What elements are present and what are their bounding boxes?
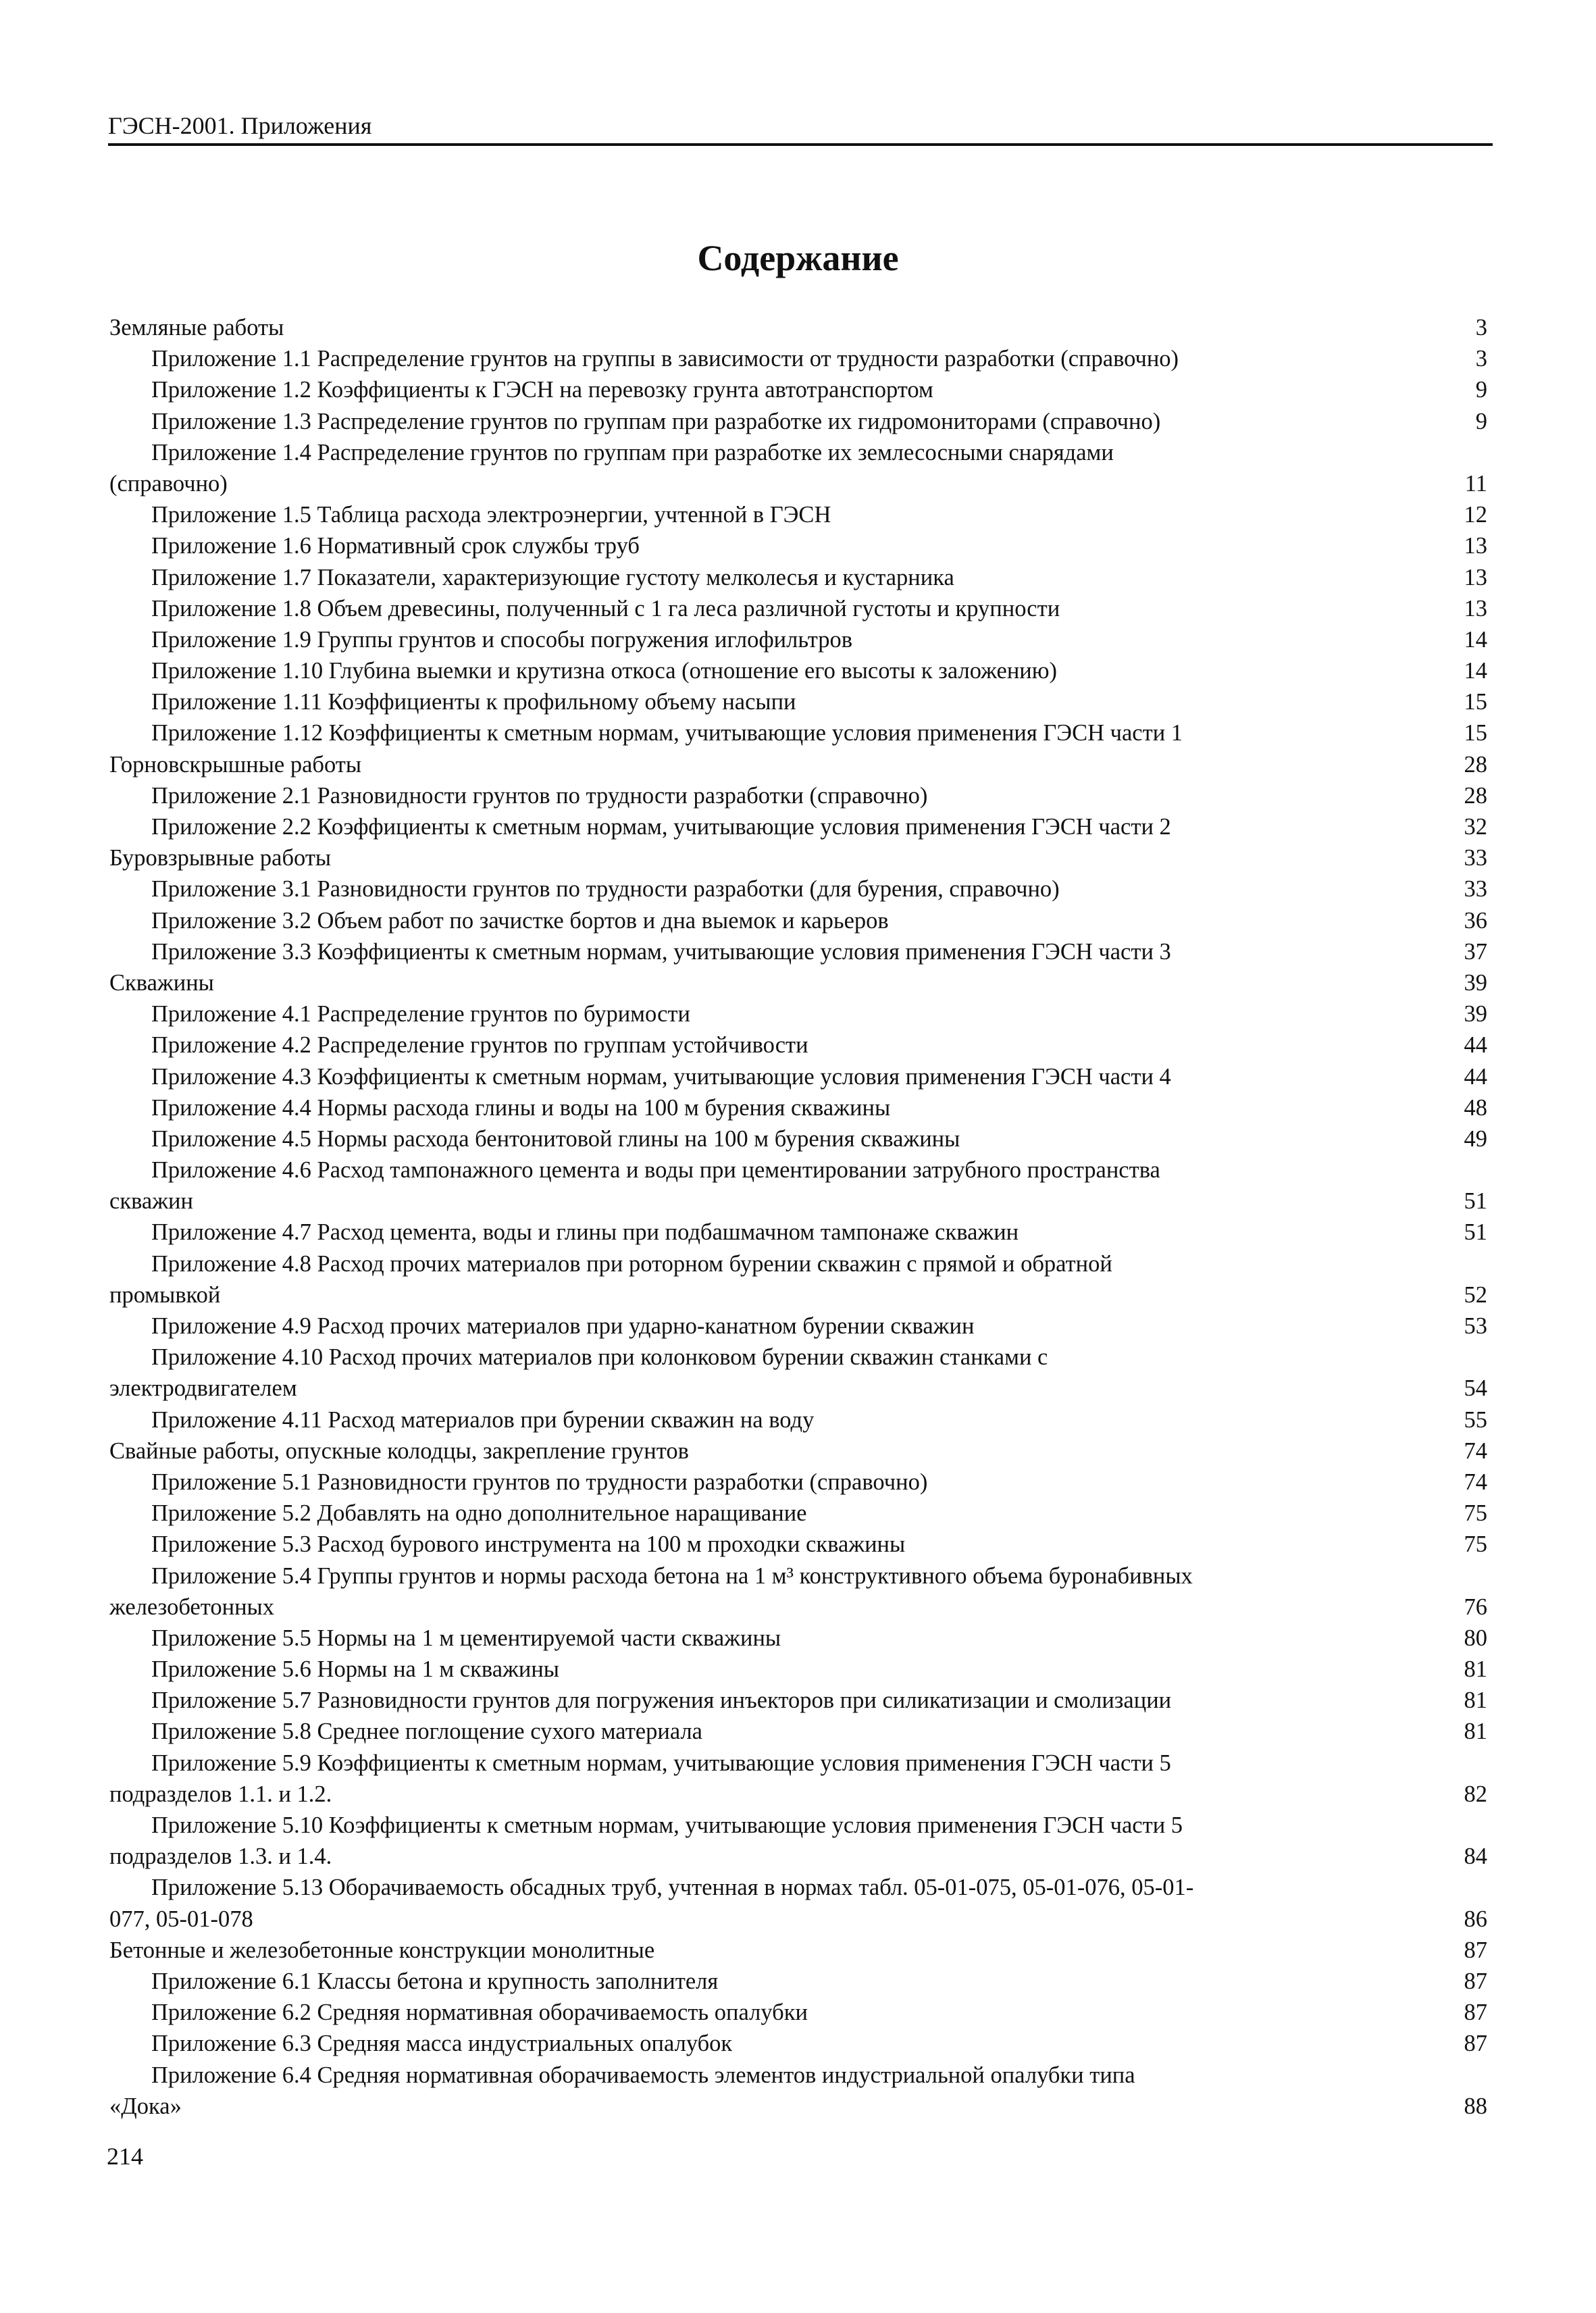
toc-page-number: 12 xyxy=(1464,502,1487,528)
toc-entry[interactable] xyxy=(109,873,1487,905)
toc-entry-title xyxy=(109,2060,1487,2091)
toc-entry[interactable] xyxy=(109,1404,1487,1435)
toc-entry[interactable] xyxy=(109,1311,1487,1342)
toc-entry-text: Приложение 4.3 Коэффициенты к сметным нормам, учитывающие условия применения ГЭСН части 4 xyxy=(151,1063,1171,1090)
toc-page-number: 14 xyxy=(1464,626,1487,653)
toc-entry[interactable] xyxy=(109,1654,1487,1685)
toc-entry-text: Приложение 6.1 Классы бетона и крупность заполнителя xyxy=(151,1968,719,1994)
toc-section[interactable] xyxy=(109,1435,1487,1467)
toc-page-number: 55 xyxy=(1464,1406,1487,1433)
toc-entry[interactable] xyxy=(109,2028,1487,2059)
toc-entry[interactable] xyxy=(109,905,1487,936)
toc-entry-title xyxy=(109,1872,1487,1903)
toc-entry[interactable] xyxy=(109,1716,1487,1747)
toc-entry-text: Приложение 1.7 Показатели, характеризующие густоту мелколесья и кустарника xyxy=(151,564,954,590)
table-of-contents xyxy=(109,312,1487,2122)
toc-entry-text: Приложение 5.5 Нормы на 1 м цементируемой части скважины xyxy=(151,1625,781,1651)
toc-entry-continuation: подразделов 1.3. и 1.4. xyxy=(109,1844,332,1870)
toc-entry[interactable] xyxy=(109,406,1487,437)
toc-page-number: 75 xyxy=(1464,1531,1487,1558)
toc-section[interactable] xyxy=(109,1935,1487,1966)
toc-entry-continuation: скважин xyxy=(109,1188,193,1215)
toc-entry[interactable] xyxy=(109,1467,1487,1498)
toc-page-number: 39 xyxy=(1464,969,1487,996)
toc-entry-continuation: (справочно) xyxy=(109,470,228,497)
running-header: ГЭСН-2001. Приложения xyxy=(108,112,372,139)
toc-entry-text: Приложение 6.4 Средняя нормативная оборачиваемость элементов индустриальной опалубки типа xyxy=(151,2062,1135,2088)
toc-entry-text: Приложение 5.6 Нормы на 1 м скважины xyxy=(151,1656,559,1683)
toc-entry[interactable] xyxy=(109,1217,1487,1248)
toc-page-number: 87 xyxy=(1464,2031,1487,2057)
toc-entry-text: Приложение 4.10 Расход прочих материалов при колонковом бурении скважин станками с xyxy=(151,1344,1048,1371)
toc-page-number: 15 xyxy=(1464,720,1487,746)
toc-page-number: 75 xyxy=(1464,1500,1487,1527)
toc-page-number: 32 xyxy=(1464,814,1487,840)
toc-entry-text: Буровзрывные работы xyxy=(109,845,332,871)
toc-page-number: 87 xyxy=(1464,2000,1487,2026)
toc-entry-text: Скважины xyxy=(109,969,214,996)
toc-page-number: 52 xyxy=(1464,1281,1487,1308)
toc-page-number: 76 xyxy=(1464,1594,1487,1620)
toc-entry-text: Горновскрышные работы xyxy=(109,751,362,778)
toc-page-number: 82 xyxy=(1464,1781,1487,1807)
toc-entry-text: Приложение 4.5 Нормы расхода бентонитовой глины на 100 м бурения скважины xyxy=(151,1125,960,1152)
toc-entry-title xyxy=(109,1154,1487,1186)
toc-entry[interactable] xyxy=(109,1592,1487,1623)
toc-page-number: 44 xyxy=(1464,1063,1487,1090)
toc-page-number: 81 xyxy=(1464,1719,1487,1745)
toc-entry-text: Приложение 4.11 Расход материалов при бурении скважин на воду xyxy=(151,1406,815,1433)
toc-entry[interactable] xyxy=(109,593,1487,624)
toc-page-number: 9 xyxy=(1475,408,1487,434)
toc-entry[interactable] xyxy=(109,1123,1487,1154)
toc-entry-text: Бетонные и железобетонные конструкции монолитные xyxy=(109,1937,655,1963)
toc-entry[interactable] xyxy=(109,499,1487,530)
toc-entry-continuation: 077, 05-01-078 xyxy=(109,1906,253,1932)
toc-page-number: 11 xyxy=(1464,470,1487,497)
toc-page-number: 86 xyxy=(1464,1906,1487,1932)
toc-entry-text: Приложение 1.2 Коэффициенты к ГЭСН на перевозку грунта автотранспортом xyxy=(151,377,933,403)
toc-entry-continuation: подразделов 1.1. и 1.2. xyxy=(109,1781,332,1807)
toc-page-number: 28 xyxy=(1464,782,1487,809)
page-title: Содержание xyxy=(697,238,899,278)
toc-page-number: 54 xyxy=(1464,1375,1487,1402)
toc-entry[interactable] xyxy=(109,1779,1487,1810)
toc-entry[interactable] xyxy=(109,468,1487,499)
toc-section[interactable] xyxy=(109,749,1487,780)
toc-entry-continuation: железобетонных xyxy=(109,1594,274,1620)
toc-page-number: 15 xyxy=(1464,689,1487,715)
toc-entry-text: Приложение 1.5 Таблица расхода электроэнергии, учтенной в ГЭСН xyxy=(151,502,831,528)
toc-entry-text: Приложение 2.2 Коэффициенты к сметным нормам, учитывающие условия применения ГЭСН части 2 xyxy=(151,814,1171,840)
toc-page-number: 51 xyxy=(1464,1188,1487,1215)
toc-entry-text: Приложение 5.9 Коэффициенты к сметным нормам, учитывающие условия применения ГЭСН части 5 xyxy=(151,1750,1171,1776)
toc-entry[interactable] xyxy=(109,1966,1487,1997)
toc-entry-title xyxy=(109,1748,1487,1779)
toc-entry-text: Приложение 5.4 Группы грунтов и нормы расхода бетона на 1 м³ конструктивного объема буронабивных xyxy=(151,1562,1193,1589)
toc-entry-text: Приложение 4.8 Расход прочих материалов при роторном бурении скважин с прямой и обратной xyxy=(151,1250,1112,1277)
toc-page-number: 53 xyxy=(1464,1313,1487,1339)
toc-page-number: 13 xyxy=(1464,533,1487,559)
toc-entry-text: Приложение 1.1 Распределение грунтов на группы в зависимости от трудности разработки (справочно) xyxy=(151,346,1179,372)
toc-page-number: 74 xyxy=(1464,1438,1487,1464)
toc-page-number: 13 xyxy=(1464,595,1487,621)
toc-entry-title xyxy=(109,1810,1487,1841)
toc-entry-text: Приложение 4.1 Распределение грунтов по буримости xyxy=(151,1001,690,1027)
toc-page-number: 49 xyxy=(1464,1125,1487,1152)
toc-page-number: 3 xyxy=(1475,315,1487,340)
toc-entry-text: Земляные работы xyxy=(109,315,284,340)
toc-page-number: 51 xyxy=(1464,1219,1487,1246)
toc-entry-text: Приложение 5.10 Коэффициенты к сметным нормам, учитывающие условия применения ГЭСН части 5 xyxy=(151,1812,1183,1838)
toc-entry[interactable] xyxy=(109,374,1487,405)
toc-entry-continuation: электродвигателем xyxy=(109,1375,297,1402)
toc-entry[interactable] xyxy=(109,2091,1487,2122)
toc-entry-text: Приложение 5.8 Среднее поглощение сухого материала xyxy=(151,1719,702,1745)
toc-entry-title xyxy=(109,1342,1487,1373)
toc-entry[interactable] xyxy=(109,998,1487,1030)
toc-entry-text: Приложение 6.2 Средняя нормативная оборачиваемость опалубки xyxy=(151,2000,808,2026)
toc-entry-text: Приложение 3.2 Объем работ по зачистке бортов и дна выемок и карьеров xyxy=(151,907,889,934)
toc-page-number: 28 xyxy=(1464,751,1487,778)
toc-entry-title xyxy=(109,1248,1487,1279)
toc-page-number: 44 xyxy=(1464,1032,1487,1059)
toc-entry-text: Свайные работы, опускные колодцы, закрепление грунтов xyxy=(109,1438,689,1464)
toc-entry[interactable] xyxy=(109,530,1487,561)
toc-entry[interactable] xyxy=(109,936,1487,967)
toc-entry-text: Приложение 1.12 Коэффициенты к сметным нормам, учитывающие условия применения ГЭСН части 1 xyxy=(151,720,1183,746)
toc-page-number: 81 xyxy=(1464,1656,1487,1683)
toc-entry-continuation: «Дока» xyxy=(109,2093,182,2119)
toc-entry-text: Приложение 3.3 Коэффициенты к сметным нормам, учитывающие условия применения ГЭСН части 3 xyxy=(151,938,1171,965)
toc-entry[interactable] xyxy=(109,717,1487,748)
page-number: 214 xyxy=(107,2143,143,2170)
toc-page-number: 84 xyxy=(1464,1844,1487,1870)
toc-page-number: 36 xyxy=(1464,907,1487,934)
toc-page-number: 33 xyxy=(1464,876,1487,903)
toc-entry[interactable] xyxy=(109,343,1487,374)
toc-entry-text: Приложение 5.7 Разновидности грунтов для погружения инъекторов при силикатизации и смолизации xyxy=(151,1687,1172,1714)
toc-page-number: 81 xyxy=(1464,1687,1487,1714)
toc-page-number: 80 xyxy=(1464,1625,1487,1651)
toc-entry[interactable] xyxy=(109,1061,1487,1092)
toc-entry[interactable] xyxy=(109,1373,1487,1404)
toc-entry[interactable] xyxy=(109,1186,1487,1217)
toc-entry[interactable] xyxy=(109,1904,1487,1935)
toc-entry[interactable] xyxy=(109,1279,1487,1311)
toc-entry[interactable] xyxy=(109,624,1487,655)
toc-entry[interactable] xyxy=(109,562,1487,593)
toc-entry-text: Приложение 4.2 Распределение грунтов по группам устойчивости xyxy=(151,1032,808,1059)
toc-entry-continuation: промывкой xyxy=(109,1281,221,1308)
toc-entry[interactable] xyxy=(109,1030,1487,1061)
toc-page-number: 14 xyxy=(1464,658,1487,684)
toc-entry-text: Приложение 5.1 Разновидности грунтов по трудности разработки (справочно) xyxy=(151,1469,928,1495)
toc-entry[interactable] xyxy=(109,1092,1487,1123)
toc-entry-text: Приложение 1.8 Объем древесины, полученный с 1 га леса различной густоты и крупности xyxy=(151,595,1060,621)
toc-entry-text: Приложение 5.2 Добавлять на одно дополнительное наращивание xyxy=(151,1500,807,1527)
toc-entry-text: Приложение 1.9 Группы грунтов и способы погружения иглофильтров xyxy=(151,626,853,653)
toc-entry-text: Приложение 2.1 Разновидности грунтов по трудности разработки (справочно) xyxy=(151,782,928,809)
toc-entry-text: Приложение 1.11 Коэффициенты к профильному объему насыпи xyxy=(151,689,796,715)
toc-page-number: 9 xyxy=(1475,377,1487,403)
toc-entry[interactable] xyxy=(109,780,1487,811)
toc-entry-text: Приложение 4.9 Расход прочих материалов при ударно-канатном бурении скважин xyxy=(151,1313,975,1339)
toc-entry[interactable] xyxy=(109,686,1487,717)
toc-section[interactable] xyxy=(109,312,1487,343)
toc-entry[interactable] xyxy=(109,655,1487,686)
toc-entry-title xyxy=(109,1560,1487,1592)
toc-entry[interactable] xyxy=(109,1623,1487,1654)
toc-entry[interactable] xyxy=(109,1997,1487,2028)
toc-entry-text: Приложение 4.6 Расход тампонажного цемента и воды при цементировании затрубного пространства xyxy=(151,1157,1160,1184)
toc-entry-title xyxy=(109,437,1487,468)
toc-entry[interactable] xyxy=(109,1841,1487,1872)
toc-entry-text: Приложение 4.7 Расход цемента, воды и глины при подбашмачном тампонаже скважин xyxy=(151,1219,1019,1246)
toc-entry-text: Приложение 5.3 Расход бурового инструмента на 100 м проходки скважины xyxy=(151,1531,906,1558)
toc-page-number: 48 xyxy=(1464,1094,1487,1121)
toc-entry-text: Приложение 1.6 Нормативный срок службы труб xyxy=(151,533,640,559)
toc-page-number: 74 xyxy=(1464,1469,1487,1495)
toc-page-number: 3 xyxy=(1475,346,1487,372)
toc-entry[interactable] xyxy=(109,1498,1487,1529)
toc-entry-text: Приложение 1.4 Распределение грунтов по группам при разработке их землесосными снарядами xyxy=(151,439,1114,465)
toc-entry-text: Приложение 6.3 Средняя масса индустриальных опалубок xyxy=(151,2031,733,2057)
toc-entry[interactable] xyxy=(109,1529,1487,1560)
toc-entry[interactable] xyxy=(109,811,1487,842)
header-rule xyxy=(108,143,1493,146)
toc-page-number: 87 xyxy=(1464,1968,1487,1994)
toc-entry-text: Приложение 1.3 Распределение грунтов по группам при разработке их гидромониторами (справочно) xyxy=(151,408,1161,434)
toc-entry[interactable] xyxy=(109,1685,1487,1716)
toc-entry-text: Приложение 4.4 Нормы расхода глины и воды на 100 м бурения скважины xyxy=(151,1094,891,1121)
toc-page-number: 37 xyxy=(1464,938,1487,965)
toc-section[interactable] xyxy=(109,842,1487,873)
toc-page-number: 87 xyxy=(1464,1937,1487,1963)
toc-page-number: 88 xyxy=(1464,2093,1487,2119)
toc-entry-text: Приложение 1.10 Глубина выемки и крутизна откоса (отношение его высоты к заложению) xyxy=(151,658,1058,684)
toc-page-number: 13 xyxy=(1464,564,1487,590)
toc-section[interactable] xyxy=(109,967,1487,998)
toc-page-number: 33 xyxy=(1464,845,1487,871)
toc-page-number: 39 xyxy=(1464,1001,1487,1027)
toc-entry-text: Приложение 5.13 Оборачиваемость обсадных труб, учтенная в нормах табл. 05-01-075, 05-01-076, 05-01- xyxy=(151,1875,1194,1901)
toc-entry-text: Приложение 3.1 Разновидности грунтов по трудности разработки (для бурения, справочно) xyxy=(151,876,1060,903)
